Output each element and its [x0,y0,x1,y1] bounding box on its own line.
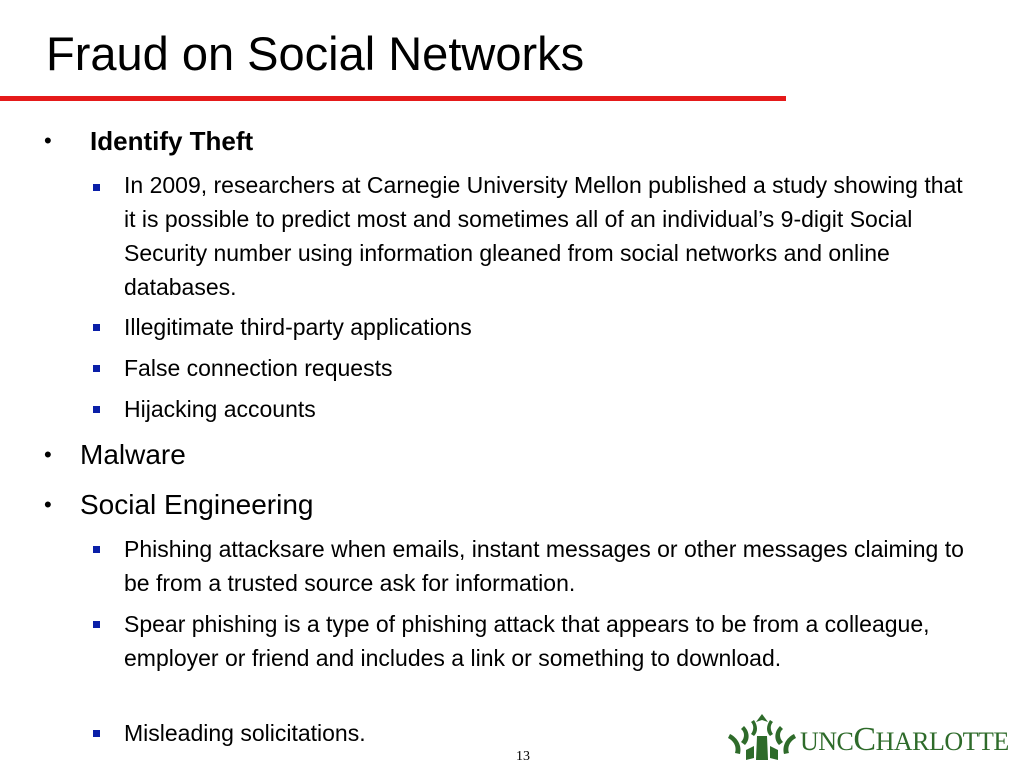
sub-bullet-square [93,365,100,372]
bullet-social-engineering: Social Engineering [80,489,314,520]
sub-bullet-third-party-apps: Illegitimate third-party applications [124,314,472,340]
logo-text-initial: C [853,721,876,758]
sub-bullet-square [93,546,100,553]
sub-bullet-hijacking: Hijacking accounts [124,396,316,422]
sub-bullet-cmu-study: In 2009, researchers at Carnegie University Mellon published a study showing that it is possible to predict most and sometimes all of an individual’s 9-digit Social Security number using information gleaned from social networks and online databases. [124,172,963,300]
sub-bullet-spear-phishing: Spear phishing is a type of phishing attack that appears to be from a colleague, employer or friend and includes a link or something to download. [124,611,930,671]
crown-emblem-icon [728,714,796,760]
bullet-identify-theft: Identify Theft [90,126,254,156]
bullet-dot: • [44,128,52,153]
sub-bullet-square [93,406,100,413]
sub-bullet-phishing: Phishing attacksare when emails, instant messages or other messages claiming to be from a trusted source ask for information. [124,536,964,596]
sub-bullet-square [93,730,100,737]
sub-bullet-false-requests: False connection requests [124,355,393,381]
bullet-dot: • [44,492,52,517]
sub-bullet-square [93,324,100,331]
title-underline [0,96,786,101]
bullet-malware: Malware [80,439,186,470]
unc-charlotte-wordmark [800,721,1009,758]
logo-text-rest: HARLOTTE [875,727,1009,756]
logo-text-prefix: UNC [800,727,854,756]
slide-title: Fraud on Social Networks [46,27,585,80]
bullet-dot: • [44,442,52,467]
sub-bullet-square [93,621,100,628]
page-number: 13 [516,749,530,764]
sub-bullet-square [93,184,100,191]
sub-bullet-misleading: Misleading solicitations. [124,720,366,746]
